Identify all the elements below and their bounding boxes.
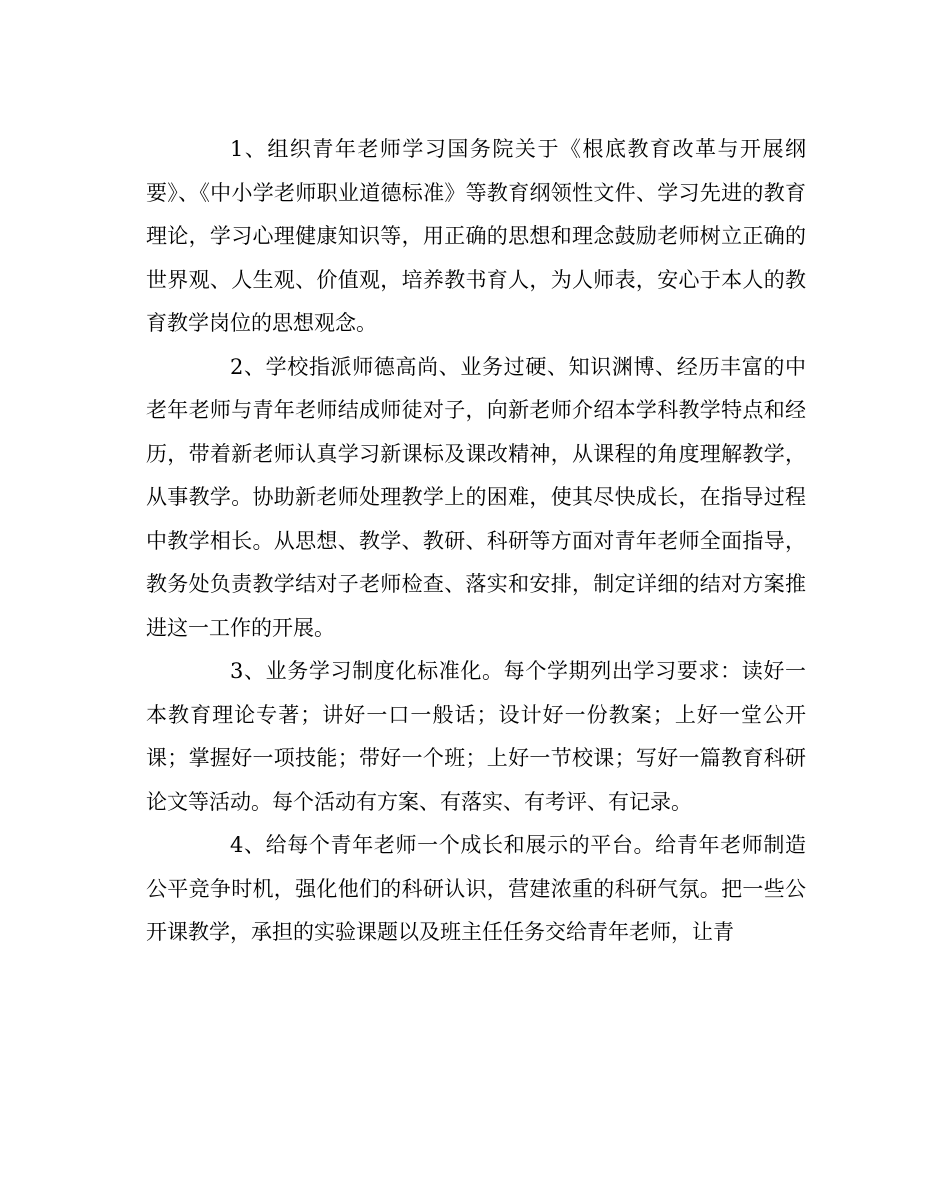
paragraph-4: 4、给每个青年老师一个成长和展示的平台。给青年老师制造公平竞争时机，强化他们的科研认识，营建浓重的科研气氛。把一些公开课教学，承担的实验课题以及班主任任务交给青年老师，让青 (146, 833, 806, 944)
document-body (146, 128, 806, 955)
paragraph-1: 1、组织青年老师学习国务院关于《根底教育改革与开展纲要》、《中小学老师职业道德标准》等教育纲领性文件、学习先进的教育理论，学习心理健康知识等，用正确的思想和理念鼓励老师树立正确的世界观、人生观、价值观，培养教书育人，为人师表，安心于本人的教育教学岗位的思想观念。 (146, 137, 806, 335)
paragraph-2: 2、学校指派师德高尚、业务过硬、知识渊博、经历丰富的中老年老师与青年老师结成师徒对子，向新老师介绍本学科教学特点和经历，带着新老师认真学习新课标及课改精神，从课程的角度理解教学，从事教学。协助新老师处理教学上的困难，使其尽快成长，在指导过程中教学相长。从思想、教学、教研、科研等方面对青年老师全面指导，教务处负责教学结对子老师检查、落实和安排，制定详细的结对方案推进这一工作的开展。 (146, 354, 806, 640)
paragraph-3: 3、业务学习制度化标准化。每个学期列出学习要求：读好一本教育理论专著；讲好一口一般话；设计好一份教案；上好一堂公开课；掌握好一项技能；带好一个班；上好一节校课；写好一篇教育科研论文等活动。每个活动有方案、有落实、有考评、有记录。 (146, 659, 806, 814)
